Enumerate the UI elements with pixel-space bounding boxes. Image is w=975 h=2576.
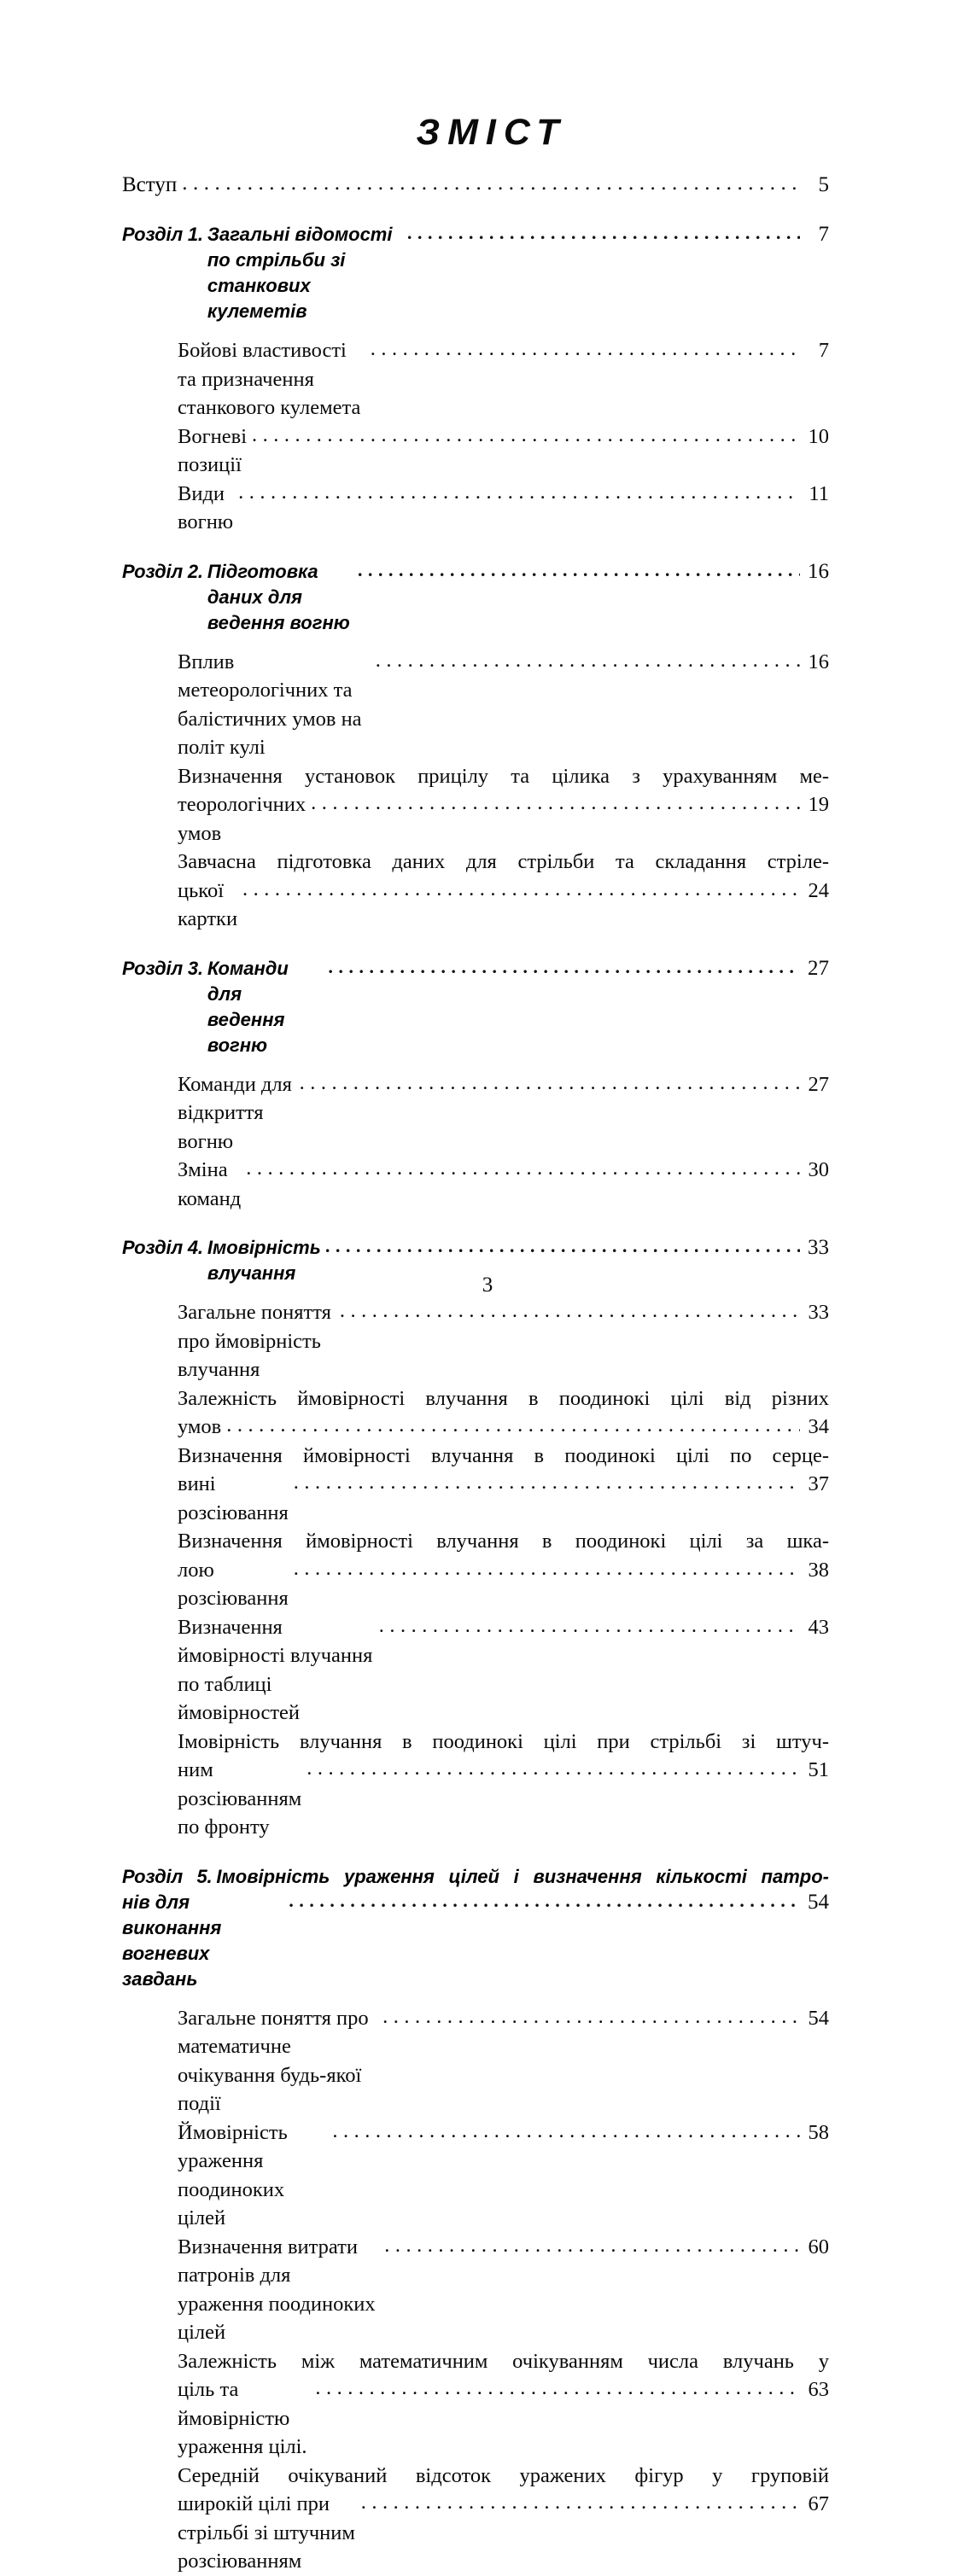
toc-entry-section[interactable] bbox=[178, 1728, 829, 1842]
dot-leader bbox=[294, 1468, 800, 1497]
dot-leader bbox=[361, 2488, 800, 2517]
entry-label-line: лою розсіювання bbox=[178, 1558, 289, 1610]
dot-leader bbox=[329, 954, 800, 980]
toc-section-list bbox=[178, 2004, 829, 2576]
entry-label: Загальне поняття про ймовірність влучання bbox=[178, 1301, 337, 1381]
entry-page-number: 63 bbox=[808, 2378, 829, 2401]
toc-chapter-heading[interactable] bbox=[122, 956, 829, 1058]
entry-page-number: 54 bbox=[808, 1890, 829, 1914]
toc-chapter-heading[interactable] bbox=[122, 559, 829, 636]
entry-page-number: 30 bbox=[808, 1158, 829, 1181]
entry-last-line bbox=[178, 2375, 829, 2462]
toc-entry-section[interactable] bbox=[178, 2347, 829, 2462]
dot-leader bbox=[382, 2002, 800, 2031]
entry-label-line: ціль та ймовірністю ураження цілі. bbox=[178, 2378, 307, 2458]
toc-entry-section[interactable] bbox=[178, 848, 829, 934]
entry-label-line: Середній очікуваний відсоток уражених фігур у груповій bbox=[178, 2463, 829, 2487]
entry-page-number: 24 bbox=[808, 878, 829, 902]
chapter-title: Загальні відомості по стрільби зі станкових кулеметів bbox=[207, 224, 393, 322]
toc-section-list bbox=[178, 1070, 829, 1214]
entry-last-line bbox=[178, 2490, 829, 2576]
chapter-number: Розділ 2. bbox=[122, 560, 203, 582]
toc-entry-section[interactable] bbox=[178, 480, 829, 537]
entry-last-line bbox=[178, 1556, 829, 1613]
entry-page-number: 16 bbox=[808, 650, 829, 673]
entry-last-line bbox=[178, 1470, 829, 1527]
toc-entry-section[interactable] bbox=[178, 2462, 829, 2576]
toc-entry-section[interactable] bbox=[178, 1527, 829, 1613]
entry-page-number: 54 bbox=[808, 2006, 829, 2030]
toc-section-list bbox=[178, 1298, 829, 1842]
dot-leader bbox=[326, 1233, 800, 1259]
toc-entry-section[interactable] bbox=[178, 1298, 829, 1384]
dot-leader bbox=[252, 421, 800, 450]
dot-leader bbox=[226, 1411, 800, 1440]
entry-page-number: 38 bbox=[808, 1558, 829, 1582]
entry-last-line bbox=[178, 1413, 829, 1442]
entry-label-line: Визначення ймовірності влучання в поодинокі цілі за шка- bbox=[178, 1530, 829, 1553]
dot-leader bbox=[289, 1888, 800, 1914]
dot-leader bbox=[359, 557, 800, 583]
dot-leader bbox=[371, 335, 800, 364]
entry-label-line: Залежність між математичним очікуванням числа влучань у bbox=[178, 2349, 829, 2373]
chapter-number: Розділ 5. bbox=[122, 1865, 213, 1887]
toc-entry-section[interactable] bbox=[178, 1613, 829, 1728]
entry-page-number: 7 bbox=[818, 339, 829, 362]
entry-page-number: 33 bbox=[808, 1236, 829, 1259]
entry-last-line bbox=[178, 1756, 829, 1842]
entry-label: Визначення ймовірності влучання по таблиці ймовірностей bbox=[178, 1615, 378, 1724]
dot-leader bbox=[379, 1611, 800, 1641]
entry-page-number: 16 bbox=[808, 559, 829, 583]
entry-label-line: Імовірність влучання в поодинокі цілі при стрільбі зі штуч- bbox=[178, 1729, 829, 1753]
dot-leader bbox=[300, 1069, 800, 1098]
entry-label: Вогневі позиції bbox=[178, 424, 253, 476]
entry-label: Ймовірність ураження поодиноких цілей bbox=[178, 2120, 293, 2229]
entry-page-number: 51 bbox=[808, 1758, 829, 1781]
toc-entry-section[interactable] bbox=[178, 1156, 829, 1213]
dot-leader bbox=[384, 2231, 800, 2260]
dot-leader bbox=[340, 1297, 800, 1326]
chapter-title: Імовірність влучання bbox=[207, 1237, 321, 1284]
dot-leader bbox=[315, 2374, 800, 2403]
entry-label-line: широкій цілі при стрільбі зі штучним розсіюванням bbox=[178, 2492, 355, 2573]
dot-leader bbox=[307, 1754, 800, 1783]
entry-page-number: 5 bbox=[818, 173, 829, 196]
dot-leader bbox=[246, 1154, 800, 1183]
table-of-contents bbox=[122, 171, 829, 2576]
entry-label-line: теорологічних умов bbox=[178, 793, 307, 845]
page-number-folio: 3 bbox=[482, 1273, 493, 1297]
dot-leader bbox=[182, 169, 800, 198]
chapter-title-continued: нів для виконання вогневих завдань bbox=[122, 1891, 222, 1990]
entry-label-line: ним розсіюванням по фронту bbox=[178, 1758, 302, 1839]
entry-page-number: 34 bbox=[808, 1415, 829, 1438]
toc-entry-section[interactable] bbox=[178, 336, 829, 423]
entry-page-number: 37 bbox=[808, 1472, 829, 1495]
page-title: ЗМІСТ bbox=[416, 112, 567, 153]
chapter-number: Розділ 3. bbox=[122, 957, 203, 979]
entry-page-number: 7 bbox=[818, 223, 829, 246]
entry-label: Бойові властивості та призначення станкового кулемета bbox=[178, 339, 361, 419]
entry-page-number: 11 bbox=[809, 481, 829, 505]
toc-entry-section[interactable] bbox=[178, 1070, 829, 1157]
entry-label: Загальне поняття про математичне очікування будь-якої події bbox=[178, 2006, 374, 2115]
chapter-heading-line bbox=[122, 1890, 829, 1992]
entry-label: Вступ bbox=[122, 173, 178, 196]
entry-page-number: 27 bbox=[808, 1072, 829, 1096]
entry-page-number: 10 bbox=[808, 424, 829, 448]
toc-entry-section[interactable] bbox=[178, 1442, 829, 1528]
dot-leader bbox=[294, 1554, 800, 1583]
entry-page-number: 58 bbox=[808, 2120, 829, 2144]
entry-label: Визначення витрати патронів для ураження поодиноких цілей bbox=[178, 2235, 381, 2344]
dot-leader bbox=[242, 875, 800, 904]
toc-entry-section[interactable] bbox=[178, 2118, 829, 2233]
chapter-heading-line bbox=[122, 1864, 829, 1890]
entry-label-line: Визначення установок прицілу та цілика з урахуванням ме- bbox=[178, 764, 829, 788]
entry-label: Зміна команд bbox=[178, 1158, 242, 1210]
entry-label-line: умов bbox=[178, 1415, 222, 1438]
dot-leader bbox=[408, 220, 800, 246]
chapter-title: Імовірність ураження цілей і визначення кількості патро- bbox=[216, 1865, 829, 1887]
dot-leader bbox=[311, 789, 800, 818]
dot-leader bbox=[238, 478, 800, 507]
chapter-title: Підготовка даних для ведення вогню bbox=[207, 560, 350, 633]
entry-label-line: вині розсіювання bbox=[178, 1472, 289, 1524]
entry-label-line: Завчасна підготовка даних для стрільби та складання стріле- bbox=[178, 850, 829, 873]
entry-page-number: 27 bbox=[808, 956, 829, 980]
entry-last-line bbox=[178, 790, 829, 848]
entry-page-number: 33 bbox=[808, 1301, 829, 1324]
dot-leader bbox=[332, 2117, 800, 2146]
entry-page-number: 60 bbox=[808, 2235, 829, 2258]
toc-chapter-heading[interactable] bbox=[122, 222, 829, 324]
toc-entry-section[interactable] bbox=[178, 648, 829, 762]
toc-entry-section[interactable] bbox=[178, 2233, 829, 2347]
entry-page-number: 19 bbox=[808, 793, 829, 816]
chapter-number: Розділ 4. bbox=[122, 1237, 203, 1258]
toc-chapter-heading[interactable] bbox=[122, 1864, 829, 1992]
entry-label-line: Залежність ймовірності влучання в поодинокі цілі від різних bbox=[178, 1386, 829, 1410]
entry-label: Вплив метеорологічних та балістичних умов на політ кулі bbox=[178, 650, 367, 759]
chapter-number: Розділ 1. bbox=[122, 224, 203, 245]
toc-entry-section[interactable] bbox=[178, 2004, 829, 2118]
entry-label: Види вогню bbox=[178, 481, 234, 533]
entry-label: Команди для відкриття вогню bbox=[178, 1072, 298, 1153]
entry-label-line: Визначення ймовірності влучання в поодинокі цілі по серце- bbox=[178, 1443, 829, 1467]
toc-section-list bbox=[178, 648, 829, 934]
dot-leader bbox=[376, 646, 800, 675]
chapter-title: Команди для ведення вогню bbox=[207, 957, 289, 1056]
toc-entry-section[interactable] bbox=[178, 423, 829, 480]
toc-entry-section[interactable] bbox=[178, 1384, 829, 1442]
entry-page-number: 67 bbox=[808, 2492, 829, 2515]
entry-page-number: 43 bbox=[808, 1615, 829, 1639]
entry-last-line bbox=[178, 877, 829, 934]
toc-section-list bbox=[178, 336, 829, 537]
toc-entry-front-matter[interactable] bbox=[122, 171, 829, 200]
toc-entry-section[interactable] bbox=[178, 762, 829, 848]
entry-label-line: цької картки bbox=[178, 878, 238, 930]
